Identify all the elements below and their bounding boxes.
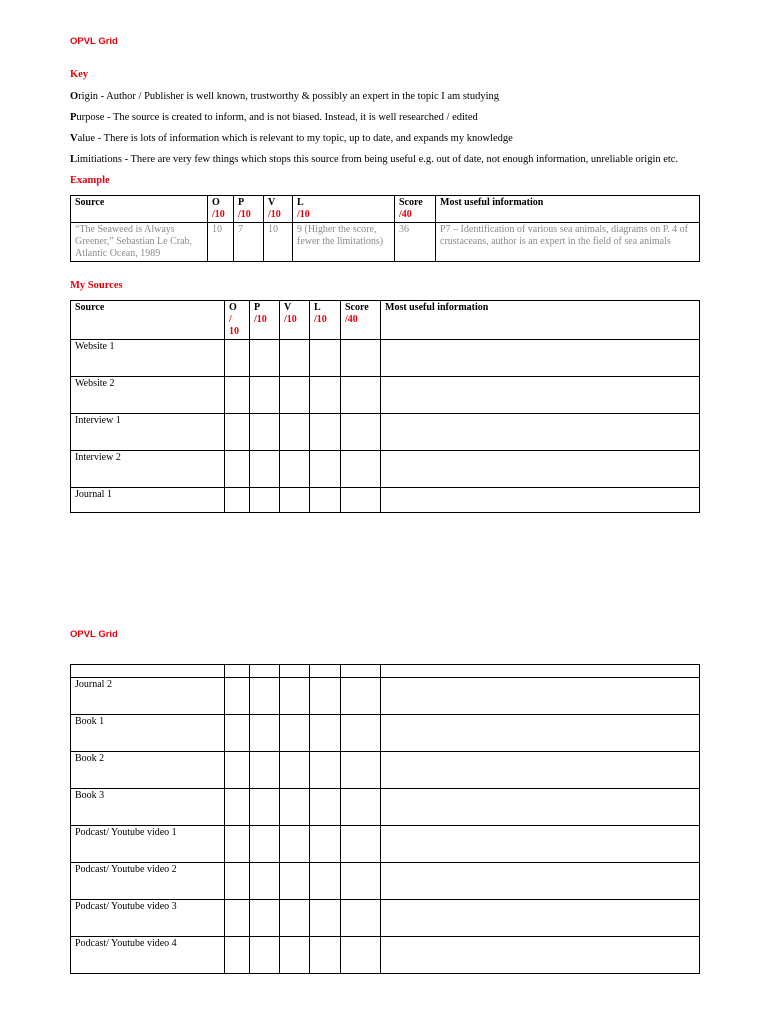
example-header-p-max: /10	[238, 209, 251, 220]
my-sources-header-score-label: Score	[345, 302, 369, 313]
example-header-o-letter: O	[212, 197, 220, 208]
info-cell[interactable]	[381, 414, 700, 451]
v-score-cell[interactable]	[280, 826, 310, 863]
my-sources-header-info: Most useful information	[381, 301, 700, 340]
my-sources-table	[70, 300, 700, 513]
total-score-cell[interactable]	[341, 900, 381, 937]
o-score-cell[interactable]	[225, 900, 250, 937]
l-score-cell[interactable]	[310, 414, 341, 451]
blank-header-cell	[310, 665, 341, 678]
example-header-info: Most useful information	[436, 196, 700, 223]
v-score-cell[interactable]	[280, 752, 310, 789]
v-score-cell[interactable]	[280, 414, 310, 451]
key-origin	[70, 91, 499, 102]
page2-title: OPVL Grid	[70, 629, 118, 640]
o-score-cell[interactable]	[225, 451, 250, 488]
example-header-o	[208, 196, 234, 223]
o-score-cell[interactable]	[225, 789, 250, 826]
example-source: “The Seaweed is Always Greener,” Sebastian Le Crab, Atlantic Ocean, 1989	[71, 223, 208, 262]
o-score-cell[interactable]	[225, 937, 250, 974]
my-sources-header-v-max: /10	[284, 314, 297, 325]
v-score-cell[interactable]	[280, 715, 310, 752]
key-limitations	[70, 154, 678, 165]
o-score-cell[interactable]	[225, 863, 250, 900]
example-table	[70, 195, 700, 262]
source-name: Podcast/ Youtube video 3	[71, 900, 225, 937]
my-sources-header-o-slash: /	[229, 314, 232, 325]
source-name: Podcast/ Youtube video 2	[71, 863, 225, 900]
v-score-cell[interactable]	[280, 900, 310, 937]
example-heading: Example	[70, 175, 110, 186]
my-sources-header-o	[225, 301, 250, 340]
my-sources-header-p-max: /10	[254, 314, 267, 325]
o-score-cell[interactable]	[225, 340, 250, 377]
l-score-cell[interactable]	[310, 789, 341, 826]
o-score-cell[interactable]	[225, 488, 250, 513]
p-score-cell[interactable]	[250, 340, 280, 377]
total-score-cell[interactable]	[341, 488, 381, 513]
source-name: Interview 2	[71, 451, 225, 488]
v-score-cell[interactable]	[280, 377, 310, 414]
key-purpose-text: - The source is created to inform, and is not biased. Instead, it is well researched / edited	[104, 112, 478, 123]
example-header-p	[234, 196, 264, 223]
info-cell[interactable]	[381, 488, 700, 513]
o-score-cell[interactable]	[225, 414, 250, 451]
page-title: OPVL Grid	[70, 36, 118, 47]
source-name: Book 1	[71, 715, 225, 752]
key-origin-initial: O	[70, 91, 79, 102]
total-score-cell[interactable]	[341, 377, 381, 414]
key-purpose	[70, 112, 478, 123]
blank-header-cell	[225, 665, 250, 678]
total-score-cell[interactable]	[341, 451, 381, 488]
example-l: 9 (Higher the score, fewer the limitations)	[293, 223, 395, 262]
source-name: Podcast/ Youtube video 1	[71, 826, 225, 863]
key-purpose-word: urpose	[76, 112, 105, 123]
key-limitations-text: - There are very few things which stops this source from being useful e.g. out of date, not enough information, unreliable origin etc.	[121, 154, 679, 165]
l-score-cell[interactable]	[310, 937, 341, 974]
key-origin-word: rigin	[78, 91, 99, 102]
info-cell[interactable]	[381, 377, 700, 414]
o-score-cell[interactable]	[225, 826, 250, 863]
example-header-source: Source	[71, 196, 208, 223]
key-heading: Key	[70, 69, 89, 80]
p-score-cell[interactable]	[250, 900, 280, 937]
v-score-cell[interactable]	[280, 488, 310, 513]
o-score-cell[interactable]	[225, 752, 250, 789]
p-score-cell[interactable]	[250, 414, 280, 451]
my-sources-header-p-letter: P	[254, 302, 261, 313]
key-purpose-initial: P	[70, 112, 77, 123]
info-cell[interactable]	[381, 340, 700, 377]
source-name: Website 2	[71, 377, 225, 414]
source-name: Journal 1	[71, 488, 225, 513]
total-score-cell[interactable]	[341, 414, 381, 451]
info-cell[interactable]	[381, 715, 700, 752]
l-score-cell[interactable]	[310, 900, 341, 937]
v-score-cell[interactable]	[280, 789, 310, 826]
key-limitations-word: imitiations	[77, 154, 122, 165]
example-score: 36	[395, 223, 436, 262]
source-name: Podcast/ Youtube video 4	[71, 937, 225, 974]
example-info: P7 – Identification of various sea animals, diagrams on P. 4 of crustaceans, author is an expert in the field of sea animals	[436, 223, 700, 262]
blank-header-cell	[341, 665, 381, 678]
my-sources-header-source: Source	[71, 301, 225, 340]
l-score-cell[interactable]	[310, 715, 341, 752]
info-cell[interactable]	[381, 678, 700, 715]
l-score-cell[interactable]	[310, 377, 341, 414]
info-cell[interactable]	[381, 451, 700, 488]
key-value-text: - There is lots of information which is relevant to my topic, up to date, and expands my knowledge	[95, 133, 513, 144]
total-score-cell[interactable]	[341, 752, 381, 789]
my-sources-header-l-letter: L	[314, 302, 321, 313]
source-name: Journal 2	[71, 678, 225, 715]
my-sources-header-v	[280, 301, 310, 340]
o-score-cell[interactable]	[225, 377, 250, 414]
key-limitations-initial: L	[70, 154, 78, 165]
o-score-cell[interactable]	[225, 715, 250, 752]
info-cell[interactable]	[381, 752, 700, 789]
o-score-cell[interactable]	[225, 678, 250, 715]
example-header-v-letter: V	[268, 197, 276, 208]
l-score-cell[interactable]	[310, 678, 341, 715]
p-score-cell[interactable]	[250, 789, 280, 826]
my-sources-header-l	[310, 301, 341, 340]
example-header-v-max: /10	[268, 209, 281, 220]
p-score-cell[interactable]	[250, 937, 280, 974]
l-score-cell[interactable]	[310, 451, 341, 488]
example-header-l	[293, 196, 395, 223]
total-score-cell[interactable]	[341, 937, 381, 974]
l-score-cell[interactable]	[310, 863, 341, 900]
source-name: Book 3	[71, 789, 225, 826]
l-score-cell[interactable]	[310, 340, 341, 377]
p-score-cell[interactable]	[250, 863, 280, 900]
my-sources-header-l-max: /10	[314, 314, 327, 325]
example-header-score	[395, 196, 436, 223]
p-score-cell[interactable]	[250, 678, 280, 715]
v-score-cell[interactable]	[280, 340, 310, 377]
key-value-word: alue	[77, 133, 96, 144]
blank-header-cell	[381, 665, 700, 678]
p-score-cell[interactable]	[250, 451, 280, 488]
example-header-o-max: /10	[212, 209, 225, 220]
source-name: Book 2	[71, 752, 225, 789]
blank-header-cell	[280, 665, 310, 678]
info-cell[interactable]	[381, 937, 700, 974]
v-score-cell[interactable]	[280, 937, 310, 974]
my-sources-heading: My Sources	[70, 280, 123, 291]
p-score-cell[interactable]	[250, 377, 280, 414]
my-sources-header-o-letter: O	[229, 302, 237, 313]
l-score-cell[interactable]	[310, 826, 341, 863]
p-score-cell[interactable]	[250, 488, 280, 513]
example-header-p-letter: P	[238, 197, 245, 208]
source-name: Website 1	[71, 340, 225, 377]
info-cell[interactable]	[381, 900, 700, 937]
total-score-cell[interactable]	[341, 678, 381, 715]
v-score-cell[interactable]	[280, 451, 310, 488]
key-value-initial: V	[70, 133, 78, 144]
my-sources-header-score-max: /40	[345, 314, 358, 325]
example-header-l-max: /10	[297, 209, 310, 220]
total-score-cell[interactable]	[341, 340, 381, 377]
example-header-l-letter: L	[297, 197, 304, 208]
key-value	[70, 133, 513, 144]
my-sources-header-p	[250, 301, 280, 340]
total-score-cell[interactable]	[341, 863, 381, 900]
total-score-cell[interactable]	[341, 715, 381, 752]
key-origin-text: - Author / Publisher is well known, trustworthy & possibly an expert in the topic I am studying	[98, 91, 500, 102]
blank-header-cell	[71, 665, 225, 678]
l-score-cell[interactable]	[310, 752, 341, 789]
example-header-v	[264, 196, 293, 223]
example-header-score-max: /40	[399, 209, 412, 220]
example-o: 10	[208, 223, 234, 262]
l-score-cell[interactable]	[310, 488, 341, 513]
info-cell[interactable]	[381, 826, 700, 863]
example-header-score-label: Score	[399, 197, 423, 208]
info-cell[interactable]	[381, 863, 700, 900]
my-sources-header-o-ten: 10	[229, 326, 239, 337]
source-name: Interview 1	[71, 414, 225, 451]
my-sources-header-score	[341, 301, 381, 340]
total-score-cell[interactable]	[341, 789, 381, 826]
my-sources-header-v-letter: V	[284, 302, 292, 313]
blank-header-cell	[250, 665, 280, 678]
total-score-cell[interactable]	[341, 826, 381, 863]
v-score-cell[interactable]	[280, 863, 310, 900]
example-p: 7	[234, 223, 264, 262]
p-score-cell[interactable]	[250, 752, 280, 789]
continued-sources-table	[70, 664, 700, 974]
info-cell[interactable]	[381, 789, 700, 826]
p-score-cell[interactable]	[250, 826, 280, 863]
example-v: 10	[264, 223, 293, 262]
v-score-cell[interactable]	[280, 678, 310, 715]
p-score-cell[interactable]	[250, 715, 280, 752]
